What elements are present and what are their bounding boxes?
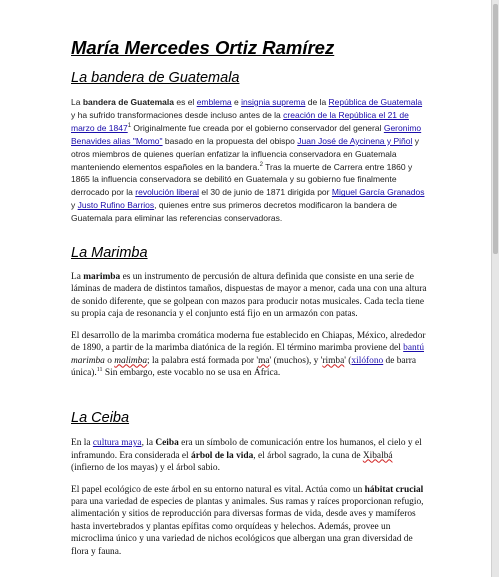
paragraph-marimba-2: El desarrollo de la marimba cromática moderna fue establecido en Chiapas, México, alrededor de 1890, a partir de la marimba diatónica de la región. El término marimba proviene del bantú marimba o malimba; la palabra está formada por 'ma' (muchos), y 'rimba' (xilófono de barra única).$^{11}$ Sin embargo, este vocablo no se usa en África. [71,330,426,378]
link-miguel-garcia-granados[interactable]: Miguel García Granados [331,187,425,198]
footnote-1[interactable]: 1 [127,122,132,129]
scrollbar-thumb[interactable] [493,4,498,254]
paragraph-ceiba-2: El papel ecológico de este árbol en su entorno natural es vital. Actúa como un hábitat crucial para una variedad de especies de plantas y animales. Sus ramas y raíces proporcionan refugio, alimentación y sitios de reproducción para diversas formas de vida, desde aves y mamíferos hasta invertebrados y plantas epífitas como orquídeas y helechos. Además, provee un microclima único y una variedad de nichos ecológicos que albergan una gran diversidad de flora y fauna. [71,484,424,557]
heading-ceiba: La Ceiba [71,410,130,427]
footnote-2[interactable]: 2 [259,161,263,168]
document-body [71,36,427,558]
link-geronimo-benavides[interactable]: Geronimo Benavides alias "Momo" [71,122,422,146]
link-xilofono[interactable]: xilófono [351,355,384,366]
bold-term-bandera: bandera de Guatemala [82,97,174,107]
link-creacion-republica[interactable]: creación de la República el 21 de marzo de 1847 [71,109,409,133]
paragraph-ceiba-1: En la cultura maya, la Ceiba era un símbolo de comunicación entre los humanos, el cielo y el inframundo. Era considerada el árbol de la vida, el árbol sagrado, la cuna de Xibalbá (infierno de los mayas) y el árbol sabio. [71,438,422,474]
link-republica-guatemala[interactable]: República de Guatemala [328,97,423,107]
vertical-scrollbar[interactable] [491,0,499,577]
heading-bandera: La bandera de Guatemala [71,70,240,86]
link-juan-jose-aycinena[interactable]: Juan José de Aycinena y Piñol [297,135,413,146]
link-bantu[interactable]: bantú [403,343,425,354]
link-emblema[interactable]: emblema [196,97,232,107]
document-title: María Mercedes Ortiz Ramírez [71,37,335,58]
heading-marimba: La Marimba [71,245,148,262]
bold-term-marimba: marimba [83,272,121,283]
link-insignia-suprema[interactable]: insignia suprema [241,97,306,107]
footnote-11[interactable]: 11 [96,366,103,373]
link-revolucion-liberal[interactable]: revolución liberal [135,187,200,198]
paragraph-bandera: La bandera de Guatemala es el emblema e insignia suprema de la República de Guatemala y ha sufrido transformaciones desde incluso antes de la creación de la República el 21 de marzo de 1847$^1$ Originalmente fue creada por el gobierno conservador del general Geronimo Benavides alias "Momo" basado en la propuesta del obispo Juan José de Aycinena y Piñol y otros miembros de quienes querían enfatizar la influencia conservadora en Guatemala manteniendo elementos españoles en la bandera.$^2$ Tras la muerte de Carrera entre 1860 y 1865 la influencia conservadora se debilitó en Guatemala y su gobierno fue finalmente derrocado por la revolución liberal el 30 de junio de 1871 dirigida por Miguel García Granados y Justo Rufino Barrios, quienes entre sus primeros decretos modificaron la bandera de Guatemala para eliminar las referencias conservadoras. [71,97,425,224]
paragraph-marimba-1: La marimba es un instrumento de percusión de altura definida que consiste en una serie de láminas de madera de distintos tamaños, dispuestas de mayor a menor, cada una con una altura de sonido diferente, que se golpean con mazos para producir notas musicales. Cada tecla tiene su propia caja de resonancia y el conjunto está fijo en un armazón con patas. [71,272,427,320]
link-justo-rufino-barrios[interactable]: Justo Rufino Barrios [77,200,155,211]
misspelled-malimba: malimba [114,355,148,366]
link-cultura-maya[interactable]: cultura maya [92,438,142,449]
